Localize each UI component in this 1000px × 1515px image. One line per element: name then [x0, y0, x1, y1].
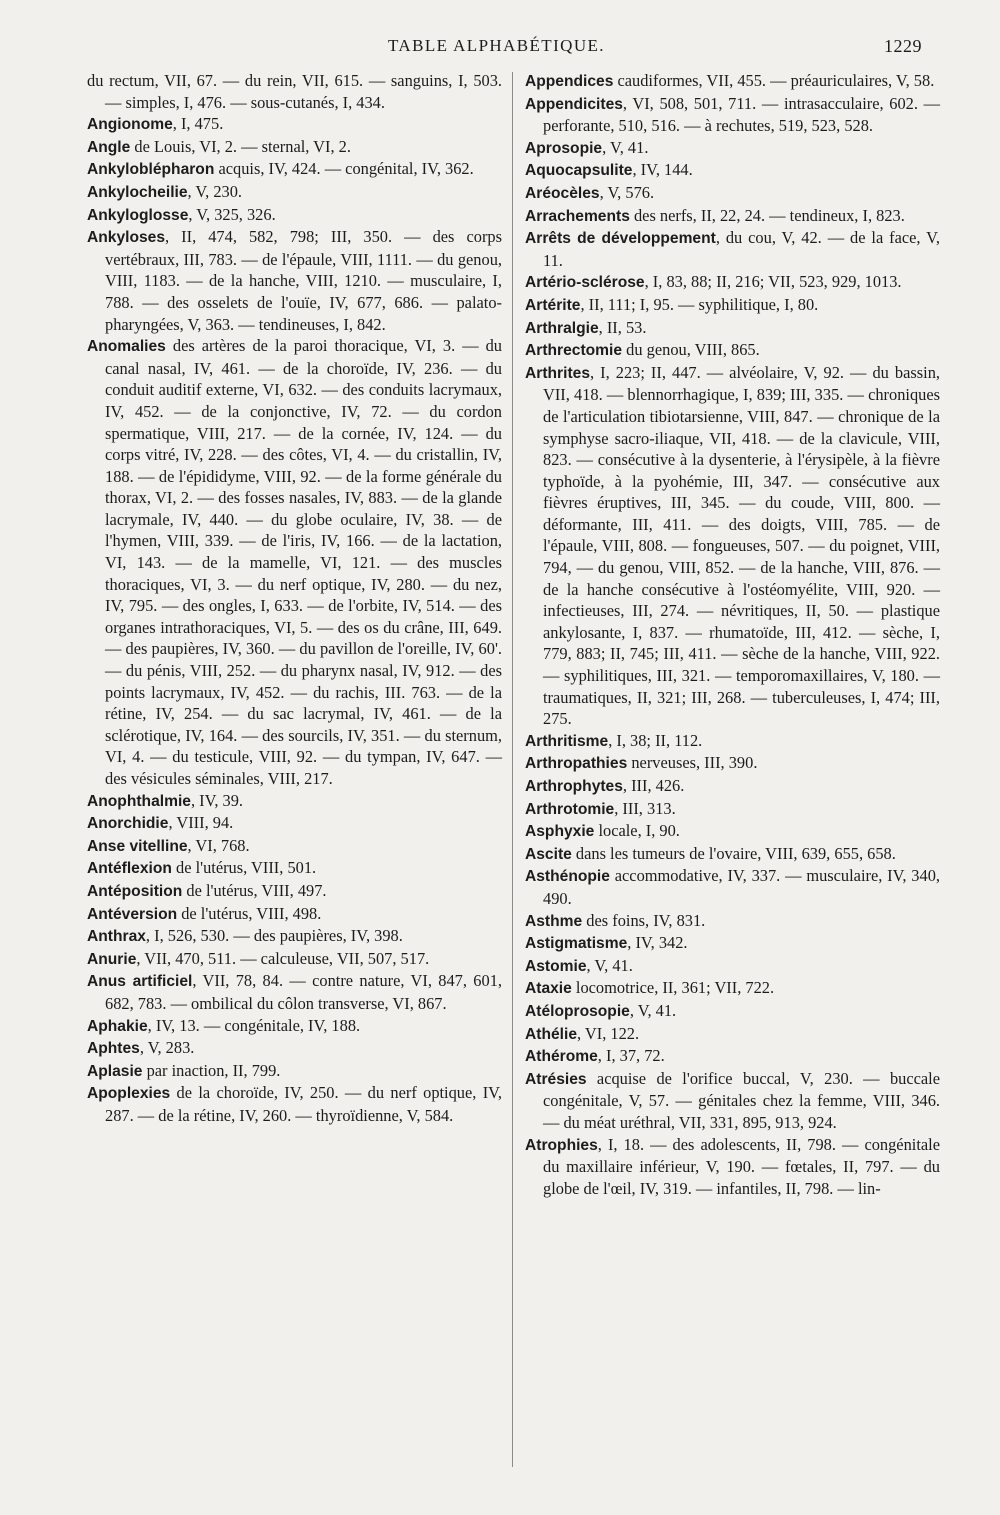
index-entry-headword: Aphtes	[87, 1040, 140, 1058]
index-entry-headword: Anomalies	[87, 338, 166, 356]
index-entry	[525, 159, 940, 182]
index-entry-references: , du cou, V, 42. — de la face, V, 11.	[543, 228, 940, 270]
index-entry-references: de l'utérus, VIII, 501.	[171, 858, 317, 878]
index-entry-references: , I, 526, 530. — des paupières, IV, 398.	[145, 926, 403, 946]
index-entry	[87, 1037, 502, 1060]
index-entry-headword: Asthénopie	[525, 868, 610, 886]
index-entry	[525, 730, 940, 753]
index-entry	[525, 1068, 940, 1134]
index-entry	[525, 955, 940, 978]
index-entry-headword: Arthrectomie	[525, 342, 623, 360]
index-entry-headword: Anse vitelline	[87, 837, 188, 855]
index-entry-headword: Arthropathies	[525, 755, 628, 773]
index-entry-headword: Arrêts de développement	[525, 230, 716, 248]
index-entry-headword: Arthrotomie	[525, 800, 615, 818]
index-entry-headword: Anthrax	[87, 928, 146, 946]
index-entry-references: accommodative, IV, 337. — musculaire, IV, 340, 490.	[543, 866, 940, 908]
index-entry-references: de l'utérus, VIII, 498.	[177, 903, 322, 923]
index-entry	[87, 925, 502, 948]
index-entry-references: acquis, IV, 424. — congénital, IV, 362.	[214, 159, 474, 179]
index-entry	[525, 271, 940, 294]
index-entry-references: caudiformes, VII, 455. — préauriculaires, V, 58.	[613, 71, 935, 90]
index-entry	[87, 181, 502, 204]
index-entry-headword: Anus artificiel	[87, 973, 193, 991]
index-entry-headword: Aprosopie	[525, 139, 603, 157]
index-entry-headword: Ankyloses	[87, 229, 166, 247]
index-entry	[525, 843, 940, 866]
index-entry-headword: Aréocèles	[525, 184, 600, 202]
index-entry	[87, 158, 502, 181]
index-entry-references: , IV, 144.	[632, 160, 693, 180]
index-entry	[525, 1023, 940, 1046]
index-entry-headword: Angle	[87, 138, 131, 156]
index-entry	[525, 182, 940, 205]
index-entry	[87, 880, 502, 903]
index-entry-references: , I, 18. — des adolescents, II, 798. — congénitale du maxillaire inférieur, V, 190. — fœtales, II, 797. — du globe de l'œil, IV, 319. — infantiles, II, 798. — lin-	[543, 1134, 940, 1198]
index-entry-headword: Ankylocheilie	[87, 183, 188, 201]
index-entry-headword: Aphakie	[87, 1017, 148, 1035]
index-entry-references: , II, 53.	[598, 317, 647, 337]
index-entry-references: des artères de la paroi thoracique, VI, 3. — du canal nasal, IV, 461. — de la choroïde, IV, 236. — du conduit auditif externe, VI, 632. — des conduits lacrymaux, IV, 452. — de la conjonctive, IV, 72. — du cordon spermatique, VIII, 217. — de la cornée, IV, 124. — du corps vitré, IV, 228. — des côtes, VI, 4. — du cristallin, IV, 188. — de l'épididyme, VIII, 92. — de la forme générale du thorax, VI, 2. — des fosses nasales, IV, 883. — de la glande lacrymale, IV, 440. — du globe oculaire, IV, 38. — de l'hymen, VIII, 339. — de l'iris, IV, 166. — de la lactation, VI, 143. — de la mamelle, VI, 121. — des muscles thoraciques, VI, 3. — du nerf optique, IV, 280. — du nez, IV, 795. — des ongles, I, 633. — de l'orbite, IV, 514. — des organes intrathoraciques, VI, 5. — des os du crâne, III, 649. — des paupières, IV, 360. — du pavillon de l'oreille, IV, 60'. — du pénis, VIII, 252. — du pharynx nasal, IV, 912. — des points lacrymaux, IV, 452. — du rachis, III. 763. — de la rétine, IV, 254. — du sac lacrymal, IV, 461. — de la sclérotique, IV, 164. — des sourcils, IV, 351. — du sternum, VI, 4. — du testicule, VIII, 92. — du tympan, IV, 647. — des vésicules séminales, VIII, 217.	[105, 336, 502, 788]
index-entry-references: , VI, 508, 501, 711. — intrasacculaire, 602. — perforante, 510, 516. — à rechutes, 519, 523, 528.	[543, 93, 940, 136]
index-entry-headword: Ankyloblépharon	[87, 161, 215, 179]
index-entry-references: , V, 41.	[586, 955, 633, 975]
index-entry-headword: Anorchidie	[87, 815, 169, 833]
index-entry-headword: Appendicites	[525, 95, 623, 113]
index-entry	[525, 294, 940, 317]
index-entry-references: , I, 223; II, 447. — alvéolaire, V, 92. — du bassin, VII, 418. — blennorrhagique, I, 839; III, 335. — chroniques de l'articulation tibiotarsienne, VIII, 847. — chronique de la symphyse sacro-iliaque, VII, 418. — de la clavicule, VIII, 823. — consécutive à la dysenterie, à l'érysipèle, à la fièvre typhoïde, à la pyohémie, III, 347. — consécutive aux fièvres éruptives, III, 345. — du coude, VIII, 800. — déformante, III, 411. — des doigts, VIII, 785. — de l'épaule, VIII, 808. — fongueuses, 507. — du poignet, VIII, 794, — du genou, VIII, 852. — de la hanche, VIII, 876. — de la hanche consécutive à l'ostéomyélite, VIII, 920. — infectieuses, III, 274. — névritiques, II, 50. — plastique ankylosante, I, 837. — rhumatoïde, III, 412. — sèche, I, 779, 883; II, 745; III, 411. — sèche de la hanche, VIII, 922. — syphilitiques, III, 321. — temporomaxillaires, V, 180. — traumatiques, II, 321; III, 268. — tuberculeuses, I, 474; III, 275.	[543, 362, 940, 729]
index-entry	[525, 820, 940, 843]
index-entry	[525, 775, 940, 798]
index-entry-references: , V, 41.	[629, 1000, 677, 1020]
index-entry-references: , IV, 342.	[627, 933, 688, 953]
index-entry	[525, 910, 940, 933]
index-entry-references: , IV, 13. — congénitale, IV, 188.	[147, 1015, 361, 1035]
index-entry	[525, 1045, 940, 1068]
index-entry-headword: Athélie	[525, 1025, 577, 1043]
index-entry-headword: Ascite	[525, 845, 572, 863]
index-entry-references: , II, 474, 582, 798; III, 350. — des corps vertébraux, III, 783. — de l'épaule, VIII, 1111. — du genou, VIII, 1183. — de la hanche, VIII, 1210. — musculaire, I, 788. — des osselets de l'ouïe, IV, 677, 686. — palato-pharyngées, V, 363. — tendineuses, I, 842.	[105, 227, 502, 334]
index-entry-references: , V, 283.	[139, 1038, 195, 1058]
index-entry	[525, 932, 940, 955]
index-entry-references: , VI, 768.	[187, 835, 250, 855]
index-entry-references: des nerfs, II, 22, 24. — tendineux, I, 823.	[629, 205, 905, 225]
index-entry	[525, 137, 940, 160]
index-entry-headword: Astomie	[525, 957, 587, 975]
index-entry-references: , V, 41.	[602, 137, 649, 157]
index-entry	[525, 227, 940, 271]
index-entry-headword: Atéloprosopie	[525, 1002, 630, 1020]
index-entry-references: , I, 38; II, 112.	[608, 730, 703, 750]
index-entry-references: , VII, 470, 511. — calculeuse, VII, 507, 517.	[136, 948, 430, 968]
index-entry	[87, 857, 502, 880]
index-entry-references: , IV, 39.	[190, 790, 244, 810]
index-entry	[87, 790, 502, 813]
index-entry-references: , VIII, 94.	[168, 813, 234, 833]
index-entry-references: , I, 83, 88; II, 216; VII, 523, 929, 1013.	[644, 272, 902, 292]
index-entry	[525, 798, 940, 821]
index-entry	[87, 948, 502, 971]
index-entry-references: par inaction, II, 799.	[142, 1060, 281, 1080]
running-head	[0, 36, 1000, 60]
index-entry-headword: Anophthalmie	[87, 792, 191, 810]
index-entry-headword: Ataxie	[525, 980, 572, 998]
index-entry-headword: Atrésies	[525, 1070, 587, 1088]
index-entry-references: locomotrice, II, 361; VII, 722.	[571, 978, 775, 998]
index-column-right	[525, 70, 940, 1199]
page-number: 1229	[884, 36, 922, 56]
index-entry-references: , V, 576.	[599, 182, 655, 202]
index-entry-headword: Apoplexies	[87, 1085, 171, 1103]
index-entry	[87, 903, 502, 926]
index-entry-references: , VI, 122.	[577, 1023, 640, 1043]
index-entry-headword: Anurie	[87, 950, 137, 968]
index-entry-headword: Athérome	[525, 1048, 598, 1066]
index-entry	[87, 835, 502, 858]
index-entry-references: de Louis, VI, 2. — sternal, VI, 2.	[130, 136, 351, 156]
index-entry-headword: Aquocapsulite	[525, 162, 633, 180]
index-entry	[87, 970, 502, 1014]
index-entry	[87, 1015, 502, 1038]
index-entry	[525, 1134, 940, 1200]
index-column-left	[87, 70, 502, 1127]
index-entry	[525, 93, 940, 137]
index-entry	[87, 204, 502, 227]
index-entry-headword: Artério-sclérose	[525, 274, 645, 292]
index-entry-references: de l'utérus, VIII, 497.	[182, 880, 327, 900]
index-entry	[87, 113, 502, 136]
index-entry	[525, 865, 940, 909]
index-entry	[87, 226, 502, 335]
index-entry	[525, 752, 940, 775]
index-entry-references: du genou, VIII, 865.	[622, 340, 760, 360]
index-entry	[525, 339, 940, 362]
index-entry	[525, 317, 940, 340]
index-entry-references: des foins, IV, 831.	[582, 910, 706, 930]
index-entry-references: , III, 313.	[614, 798, 676, 818]
index-entry-headword: Appendices	[525, 73, 614, 90]
index-entry-references: locale, I, 90.	[594, 821, 680, 841]
index-entry-references: nerveuses, III, 390.	[627, 753, 758, 773]
index-entry	[525, 1000, 940, 1023]
index-entry-references: , V, 230.	[187, 181, 243, 201]
running-title: TABLE ALPHABÉTIQUE.	[388, 36, 605, 55]
index-entry-references: acquise de l'orifice buccal, V, 230. — buccale congénitale, V, 57. — génitales chez la femme, VIII, 346. — du méat uréthral, VII, 331, 895, 913, 924.	[543, 1068, 940, 1132]
index-entry-references: de la choroïde, IV, 250. — du nerf optique, IV, 287. — de la rétine, IV, 260. — thyroïdienne, V, 584.	[105, 1083, 502, 1125]
index-entry-headword: Arthrophytes	[525, 778, 623, 795]
index-entry-headword: Antéposition	[87, 882, 183, 900]
index-entry-references: dans les tumeurs de l'ovaire, VIII, 639, 655, 658.	[571, 843, 896, 863]
index-entry-references: , I, 37, 72.	[597, 1046, 665, 1066]
index-entry-references: du rectum, VII, 67. — du rein, VII, 615. — sanguins, I, 503. — simples, I, 476. — sous-cutanés, I, 434.	[87, 71, 502, 112]
index-entry-references: , V, 325, 326.	[188, 204, 276, 224]
index-entry	[87, 335, 502, 789]
index-entry-headword: Arthritisme	[525, 732, 609, 750]
index-entry-headword: Asphyxie	[525, 823, 595, 841]
column-rule	[512, 72, 513, 1467]
index-entry	[87, 70, 502, 113]
index-entry	[87, 1082, 502, 1126]
index-entry-headword: Aplasie	[87, 1062, 143, 1080]
index-entry-headword: Angionome	[87, 116, 173, 134]
index-entry-references: , VII, 78, 84. — contre nature, VI, 847, 601, 682, 783. — ombilical du côlon transverse, VI, 867.	[105, 971, 502, 1013]
index-entry	[525, 205, 940, 228]
index-entry	[87, 1060, 502, 1083]
index-entry	[525, 977, 940, 1000]
index-entry-headword: Astigmatisme	[525, 935, 628, 953]
index-entry-references: , I, 475.	[172, 114, 224, 134]
index-entry-headword: Arrachements	[525, 207, 630, 225]
index-entry-headword: Artérite	[525, 296, 581, 314]
index-entry-headword: Arthralgie	[525, 319, 599, 337]
index-entry	[525, 70, 940, 93]
index-entry-headword: Atrophies	[525, 1136, 598, 1154]
index-entry-headword: Asthme	[525, 912, 583, 930]
index-entry-headword: Antéflexion	[87, 860, 172, 878]
index-entry-references: , III, 426.	[622, 776, 685, 795]
index-entry	[525, 362, 940, 730]
index-entry-headword: Ankyloglosse	[87, 206, 189, 224]
index-entry-references: , II, 111; I, 95. — syphilitique, I, 80.	[580, 294, 819, 314]
index-entry-headword: Antéversion	[87, 905, 178, 923]
index-entry	[87, 136, 502, 159]
index-entry	[87, 812, 502, 835]
index-entry-headword: Arthrites	[525, 364, 590, 382]
